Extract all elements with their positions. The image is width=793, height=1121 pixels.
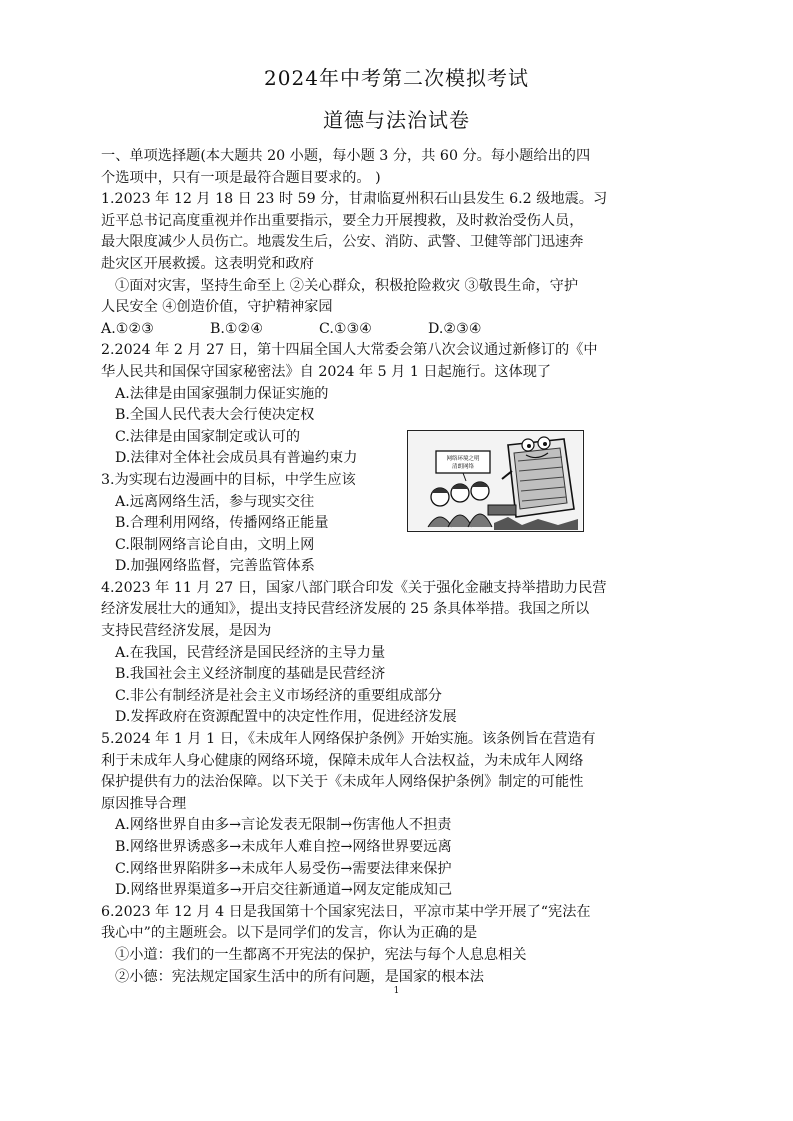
q2-line: 2.2024 年 2 月 27 日，第十四届全国人大常委会第八次会议通过新修订的《中 xyxy=(101,342,598,359)
question-body xyxy=(101,146,641,988)
q2-line: 华人民共和国保守国家秘密法》自 2024 年 5 月 1 日起施行。这体现了 xyxy=(101,363,552,380)
q5-option-a: A.网络世界自由多→言论发表无限制→伤害他人不担责 xyxy=(115,817,452,834)
q1-line: 1.2023 年 12 月 18 日 23 时 59 分，甘肃临夏州积石山县发生 6.2 级地震。习 xyxy=(101,191,608,208)
page-number: 1 xyxy=(393,986,400,996)
question-5 xyxy=(101,729,641,902)
q4-option-a: A.在我国，民营经济是国民经济的主导力量 xyxy=(115,644,386,661)
q6-statement: ①小道：我们的一生都离不开宪法的保护，宪法与每个人息息相关 xyxy=(115,946,527,963)
q5-option-c: C.网络世界陷阱多→未成年人易受伤→需要法律来保护 xyxy=(115,860,452,877)
q3-option-c: C.限制网络言论自由，文明上网 xyxy=(115,536,315,553)
q5-option-d: D.网络世界渠道多→开启交往新通道→网友定能成知己 xyxy=(115,882,453,899)
cartoon-drawing xyxy=(408,431,582,530)
q4-line: 4.2023 年 11 月 27 日，国家八部门联合印发《关于强化金融支持举措助力民营 xyxy=(101,579,607,596)
question-6 xyxy=(101,902,641,988)
q2-option-b: B.全国人民代表大会行使决定权 xyxy=(115,407,315,424)
q1-option-d: D.②③④ xyxy=(428,320,482,337)
q2-option-c: C.法律是由国家制定或认可的 xyxy=(115,428,301,445)
q3-option-b: B.合理利用网络，传播网络正能量 xyxy=(115,515,329,532)
q1-option-c: C.①③④ xyxy=(319,320,373,337)
q5-line: 保护提供有力的法治保障。以下关于《未成年人网络保护条例》制定的可能性 xyxy=(101,774,584,791)
sign-text: 清朗网络 xyxy=(451,464,475,470)
q1-options xyxy=(101,319,641,341)
q5-line: 5.2024 年 1 月 1 日，《未成年人网络保护条例》开始实施。该条例旨在营造有 xyxy=(101,731,596,748)
q4-line: 经济发展壮大的通知》，提出支持民营经济发展的 25 条具体举措。我国之所以 xyxy=(101,601,590,618)
q6-statement: ②小德：宪法规定国家生活中的所有问题，是国家的根本法 xyxy=(115,968,484,985)
plank xyxy=(488,505,516,515)
cartoon-image xyxy=(407,430,584,532)
q6-line: 6.2023 年 12 月 4 日是我国第十个国家宪法日，平凉市某中学开展了“宪法在 xyxy=(101,903,591,920)
q5-line: 利于未成年人身心健康的网络环境，保障未成年人合法权益，为未成年人网络 xyxy=(101,752,584,769)
q4-option-d: D.发挥政府在资源配置中的决定性作用，促进经济发展 xyxy=(115,709,457,726)
q4-option-b: B.我国社会主义经济制度的基础是民营经济 xyxy=(115,666,386,683)
q1-option-b: B.①②④ xyxy=(210,320,264,337)
q2-option-a: A.法律是由国家强制力保证实施的 xyxy=(115,385,329,402)
q1-statements: ①面对灾害，坚持生命至上 ②关心群众，积极抢险救灾 ③敬畏生命，守护 xyxy=(115,277,579,294)
q2-option-d: D.法律对全体社会成员具有普遍约束力 xyxy=(115,450,358,467)
q1-statements: 人民安全 ④创造价值，守护精神家园 xyxy=(101,299,333,316)
q1-line: 赴灾区开展救援。这表明党和政府 xyxy=(101,255,314,272)
q1-line: 近平总书记高度重视并作出重要指示，要全力开展搜救，及时救治受伤人员， xyxy=(101,212,584,229)
q1-line: 最大限度减少人员伤亡。地震发生后，公安、消防、武警、卫健等部门迅速奔 xyxy=(101,234,584,251)
question-4 xyxy=(101,578,641,729)
section-heading-cont: 个选项中，只有一项是最符合题目要求的。 ) xyxy=(101,169,381,186)
exam-subtitle: 道德与法治试卷 xyxy=(323,108,470,132)
q4-line: 支持民营经济发展，是因为 xyxy=(101,623,272,640)
sign-text: 网络环境之明 xyxy=(446,456,480,462)
q3-option-a: A.远离网络生活，参与现实交往 xyxy=(115,493,315,510)
q5-option-b: B.网络世界诱惑多→未成年人难自控→网络世界要远离 xyxy=(115,839,452,855)
q1-option-a: A.①②③ xyxy=(101,320,154,337)
q6-line: 我心中”的主题班会。以下是同学们的发言，你认为正确的是 xyxy=(101,925,478,942)
question-1 xyxy=(101,189,641,340)
q4-option-c: C.非公有制经济是社会主义市场经济的重要组成部分 xyxy=(115,687,442,704)
q3-line: 3.为实现右边漫画中的目标，中学生应该 xyxy=(101,471,356,488)
q3-option-d: D.加强网络监督，完善监管体系 xyxy=(115,558,315,575)
section-heading: 一、单项选择题(本大题共 20 小题，每小题 3 分，共 60 分。每小题给出的四 xyxy=(101,148,591,164)
computer-monitor-icon xyxy=(508,437,574,517)
exam-title: 2024年中考第二次模拟考试 xyxy=(264,66,529,90)
q5-line: 原因推导合理 xyxy=(101,795,187,812)
